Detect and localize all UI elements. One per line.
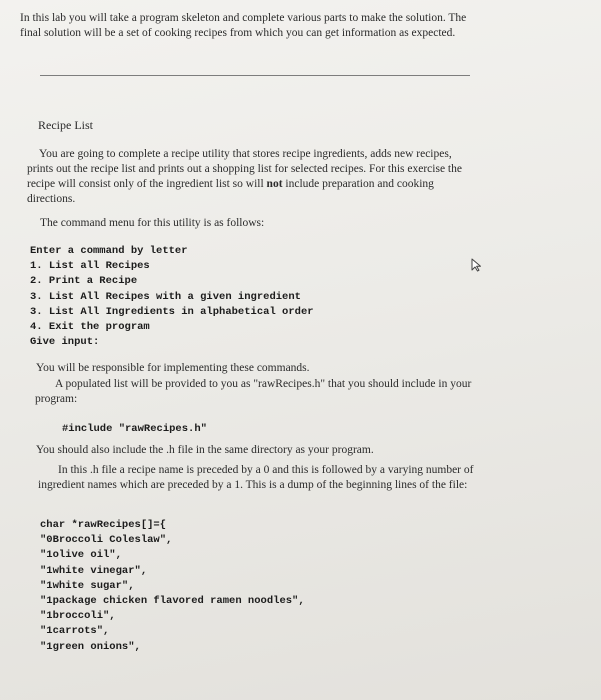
code-line: "1olive oil",	[40, 549, 122, 562]
code-line: "1white sugar",	[40, 579, 135, 592]
horizontal-divider	[40, 75, 470, 76]
intro-paragraph: In this lab you will take a program skeleton and complete various parts to make the solution. The final solution will be a set of cooking recipes from which you can get information as expected.	[20, 12, 467, 39]
populated-list-paragraph: A populated list will be provided to you as "rawRecipes.h" that you should include in your program:	[35, 378, 472, 405]
code-dump-block	[40, 518, 305, 655]
menu-line: 1. List all Recipes	[30, 260, 150, 273]
menu-line: 4. Exit the program	[30, 321, 150, 334]
menu-line: 3. List All Recipes with a given ingredient	[30, 290, 301, 303]
include-code-line: #include "rawRecipes.h"	[62, 423, 207, 435]
menu-line: 2. Print a Recipe	[30, 275, 138, 288]
code-line: "1green onions",	[40, 640, 141, 653]
description-bold-not: not	[266, 178, 283, 190]
include-directory-note: You should also include the .h file in the same directory as your program.	[36, 444, 374, 456]
code-line: "1package chicken flavored ramen noodles",	[40, 595, 305, 608]
description-text-part2: include preparation and cooking directions.	[27, 178, 434, 205]
menu-line: Give input:	[30, 336, 100, 349]
code-line: "1broccoli",	[40, 610, 116, 623]
section-heading: Recipe List	[38, 118, 93, 132]
menu-intro: The command menu for this utility is as follows:	[40, 217, 265, 229]
code-line: "1white vinegar",	[40, 564, 148, 577]
description-paragraph	[27, 147, 471, 207]
menu-line: 3. List All Ingredients in alphabetical order	[30, 305, 314, 318]
code-line: char *rawRecipes[]={	[40, 519, 167, 531]
description-text-part1: You are going to complete a recipe utility that stores recipe ingredients, adds new recipes, prints out the recipe list and prints out a shopping list for selected recipes. For this exercise the recipe will consist only of the ingredient list so will	[27, 148, 462, 190]
code-line: "0Broccoli Coleslaw",	[40, 534, 173, 547]
responsibility-note: You will be responsible for implementing these commands.	[36, 362, 310, 374]
code-line: "1carrots",	[40, 625, 110, 638]
mouse-pointer-icon	[470, 258, 484, 272]
hfile-description: In this .h file a recipe name is preceded by a 0 and this is followed by a varying number of ingredient names which are preceded by a 1. This is a dump of the beginning lines of the file:	[38, 464, 474, 491]
command-menu-block	[30, 244, 314, 350]
menu-line: Enter a command by letter	[30, 245, 188, 257]
